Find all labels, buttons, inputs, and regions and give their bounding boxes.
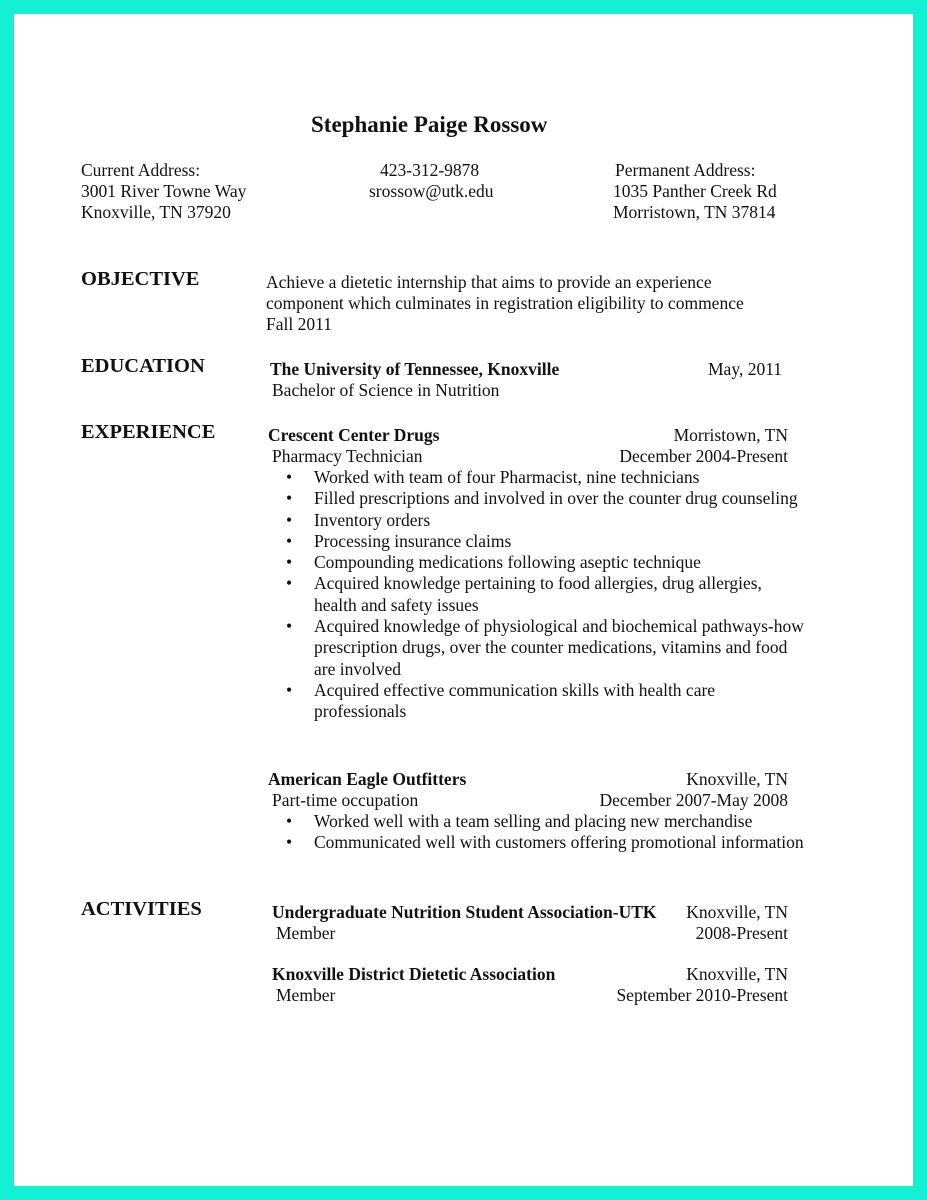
- job-1-bullets: [284, 467, 809, 723]
- resume-page: [14, 14, 913, 1186]
- education-school: The University of Tennessee, Knoxville: [270, 359, 560, 379]
- objective-line-3: Fall 2011: [266, 314, 332, 334]
- objective-heading: OBJECTIVE: [81, 268, 200, 290]
- education-date: May, 2011: [708, 359, 783, 379]
- permanent-address-line2: Morristown, TN 37814: [613, 202, 776, 222]
- list-item: • Filled prescriptions and involved in over the counter drug counseling: [284, 488, 809, 509]
- job-2-dates: December 2007-May 2008: [599, 790, 788, 810]
- activity-1-role: Member: [276, 923, 336, 943]
- list-item: • Processing insurance claims: [284, 531, 809, 552]
- job-2-location: Knoxville, TN: [686, 769, 788, 789]
- job-1-employer: Crescent Center Drugs: [268, 425, 440, 445]
- current-address-line1: 3001 River Towne Way: [81, 181, 247, 201]
- email-address: srossow@utk.edu: [369, 181, 494, 201]
- objective-line-2: component which culminates in registration eligibility to commence: [266, 293, 744, 313]
- education-degree: Bachelor of Science in Nutrition: [272, 380, 500, 400]
- current-address-label: Current Address:: [81, 160, 201, 180]
- activity-2-org: Knoxville District Dietetic Association: [272, 964, 556, 984]
- job-1-dates: December 2004-Present: [619, 446, 788, 466]
- activity-2-location: Knoxville, TN: [686, 964, 788, 984]
- list-item: • Acquired knowledge of physiological and biochemical pathways-how prescription drugs, over the counter medications, vitamins and food are involved: [284, 616, 809, 680]
- list-item: • Worked with team of four Pharmacist, nine technicians: [284, 467, 809, 488]
- objective-line-1: Achieve a dietetic internship that aims to provide an experience: [266, 272, 712, 292]
- job-2-title: Part-time occupation: [272, 790, 419, 810]
- current-address-line2: Knoxville, TN 37920: [81, 202, 231, 222]
- candidate-name: Stephanie Paige Rossow: [311, 112, 548, 137]
- list-item: • Worked well with a team selling and placing new merchandise: [284, 811, 809, 832]
- job-1-location: Morristown, TN: [673, 425, 788, 445]
- list-item: • Acquired effective communication skills with health care professionals: [284, 680, 809, 723]
- activity-2-dates: September 2010-Present: [616, 985, 788, 1005]
- permanent-address-label: Permanent Address:: [615, 160, 756, 180]
- job-1-title: Pharmacy Technician: [272, 446, 423, 466]
- activities-heading: ACTIVITIES: [81, 898, 202, 920]
- list-item: • Communicated well with customers offering promotional information: [284, 832, 809, 853]
- list-item: • Compounding medications following aseptic technique: [284, 552, 809, 573]
- list-item: • Acquired knowledge pertaining to food allergies, drug allergies, health and safety issues: [284, 573, 809, 616]
- activity-2-role: Member: [276, 985, 336, 1005]
- activity-1-location: Knoxville, TN: [686, 902, 788, 922]
- phone-number: 423-312-9878: [380, 160, 480, 180]
- job-2-employer: American Eagle Outfitters: [268, 769, 467, 789]
- permanent-address-line1: 1035 Panther Creek Rd: [613, 181, 777, 201]
- list-item: • Inventory orders: [284, 510, 809, 531]
- experience-heading: EXPERIENCE: [81, 421, 216, 443]
- activity-1-dates: 2008-Present: [695, 923, 788, 943]
- job-2-bullets: [284, 811, 809, 854]
- education-heading: EDUCATION: [81, 355, 205, 377]
- activity-1-org: Undergraduate Nutrition Student Association-UTK: [272, 902, 657, 922]
